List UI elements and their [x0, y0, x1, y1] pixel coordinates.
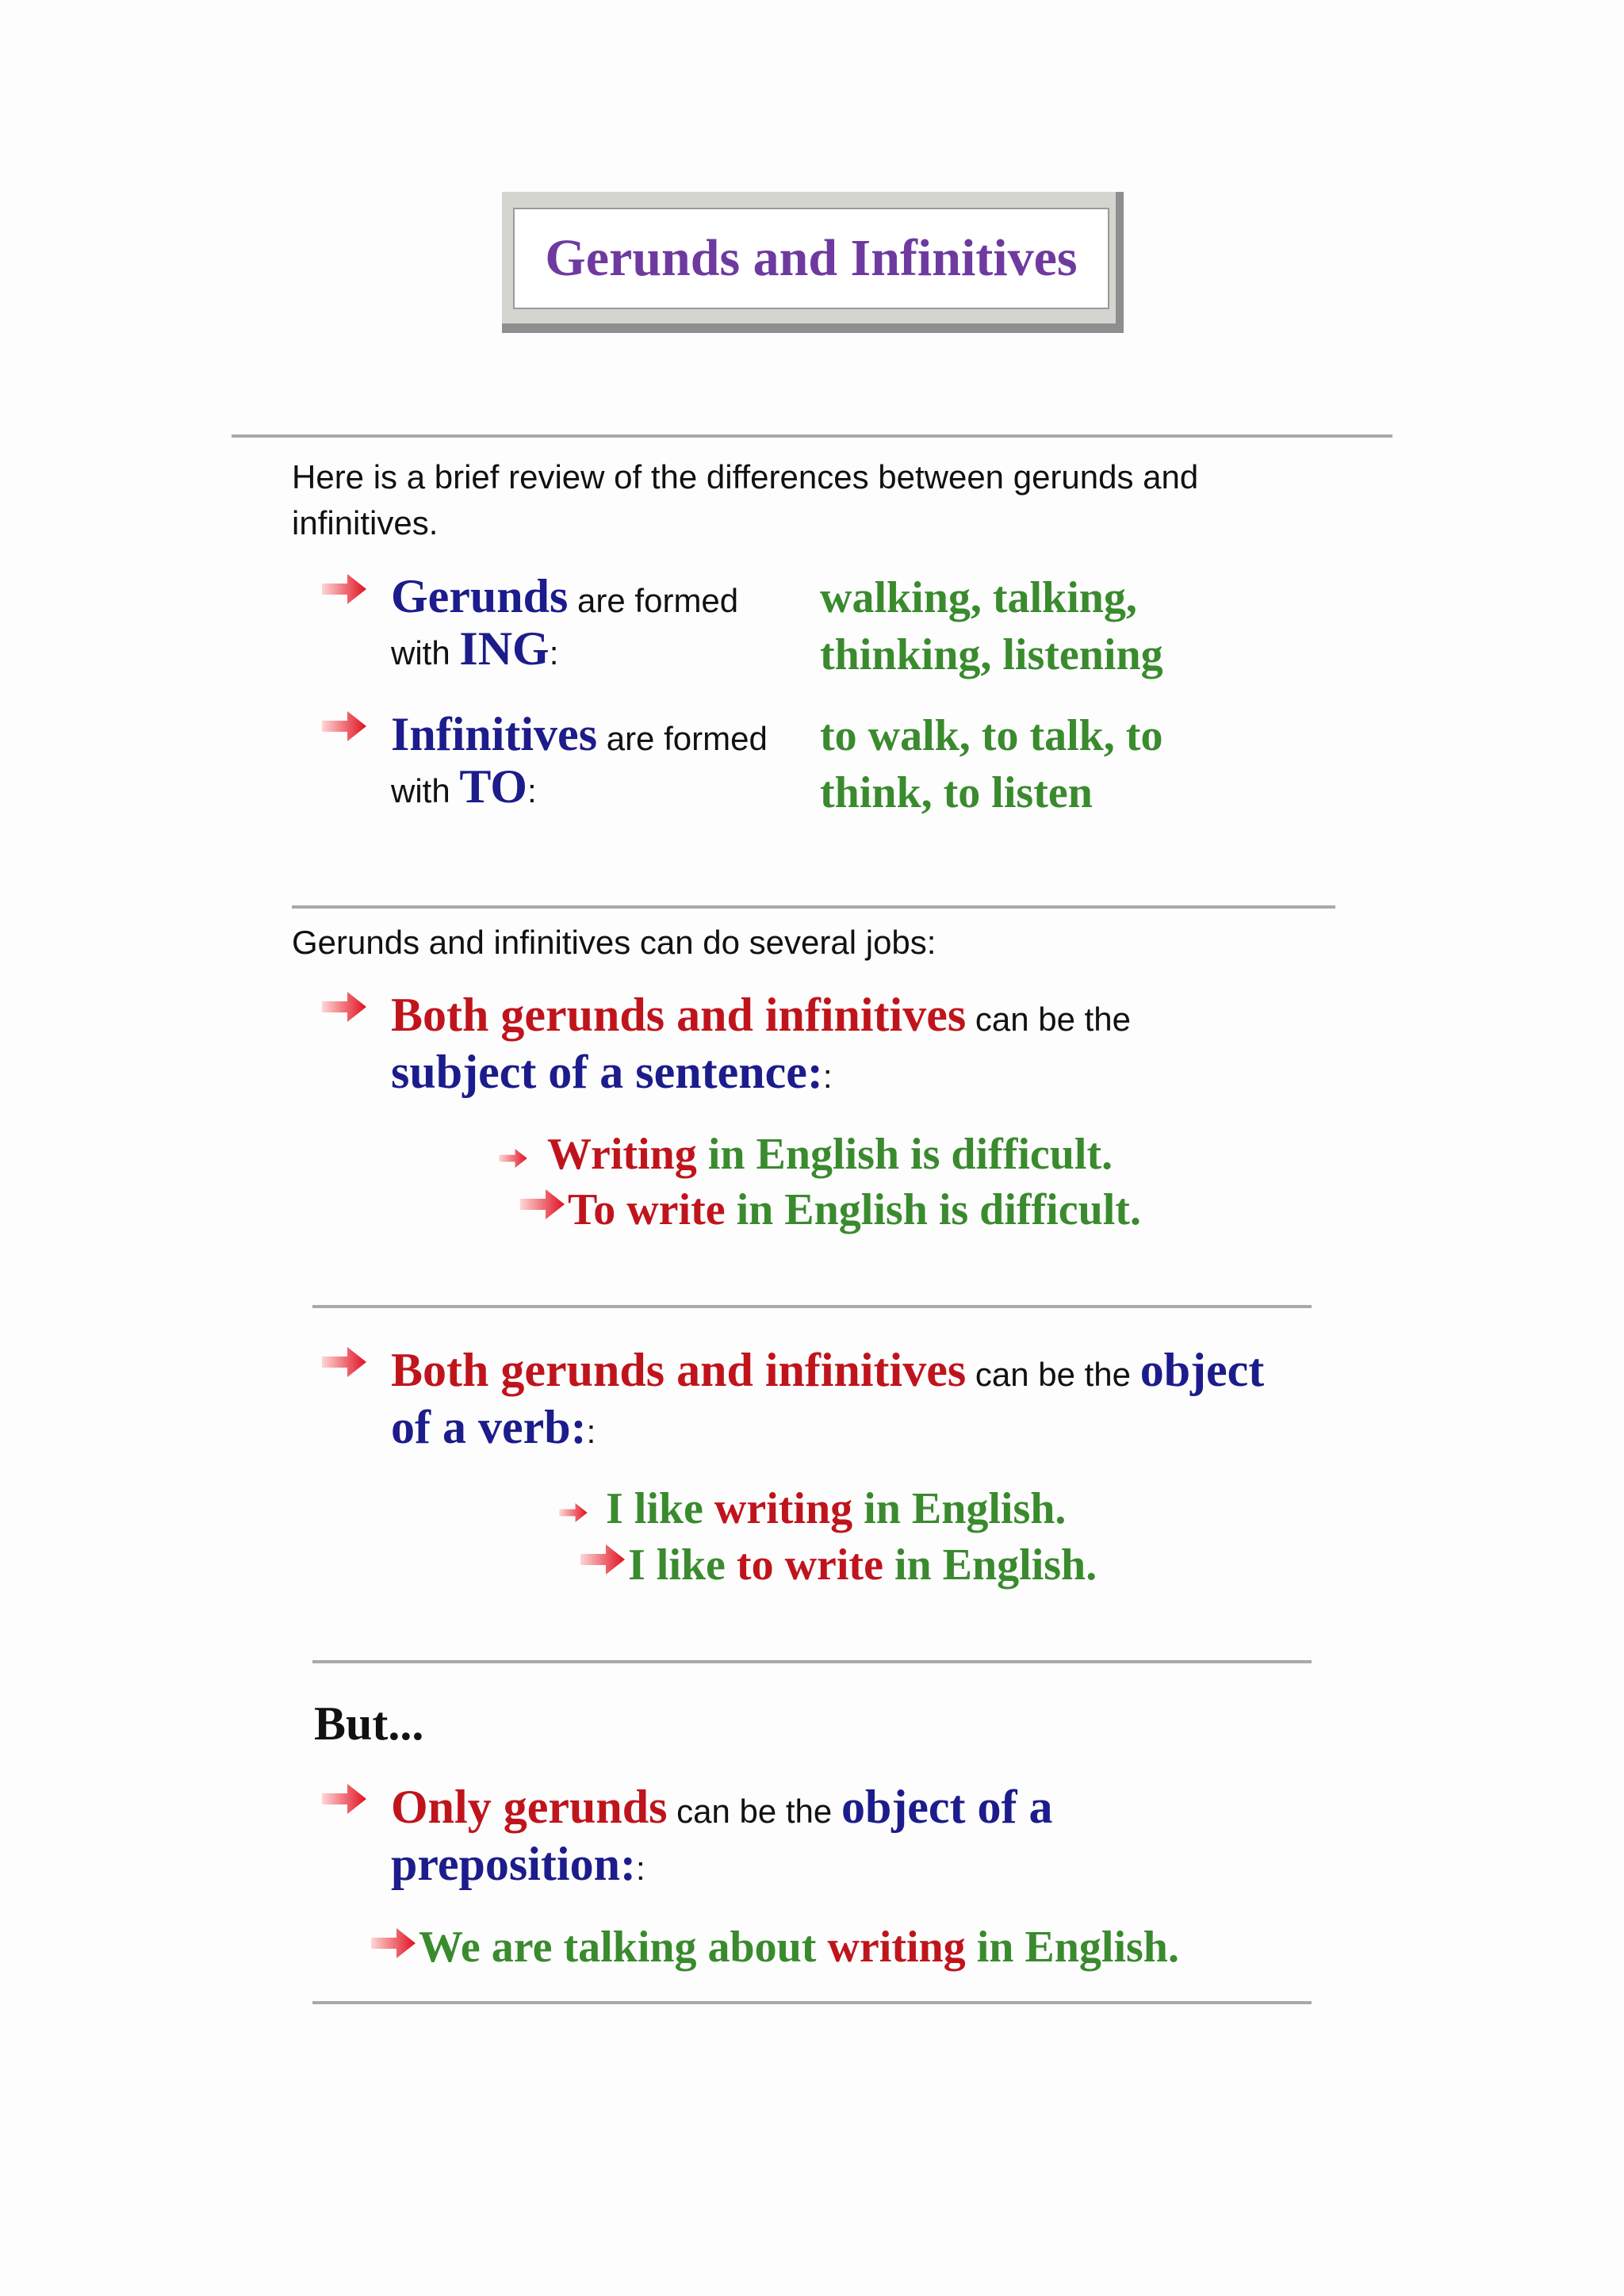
object-mid: can be the: [966, 1356, 1140, 1393]
subject-example-2: [568, 1181, 1141, 1238]
object-colon: :: [586, 1413, 596, 1450]
subject-rule: [391, 986, 1342, 1100]
divider: [292, 905, 1335, 909]
subject-mid: can be the: [966, 1001, 1132, 1038]
red-arrow-icon: [579, 1541, 626, 1578]
but-heading: But...: [314, 1697, 424, 1750]
red-arrow-icon: [320, 571, 368, 607]
divider: [312, 2001, 1312, 2004]
divider: [312, 1660, 1312, 1663]
red-arrow-icon: [498, 1146, 528, 1170]
object-role-2: of a verb:: [391, 1401, 587, 1453]
gerunds-term: Gerunds: [391, 570, 569, 622]
object-example-1-verb: writing: [714, 1484, 853, 1533]
preposition-role-2: preposition:: [391, 1838, 636, 1890]
gerunds-examples-line2: thinking, listening: [820, 630, 1163, 679]
red-arrow-icon: [370, 1925, 417, 1961]
object-example-2-start: I like: [628, 1540, 737, 1590]
preposition-example-verb: writing: [827, 1923, 966, 1972]
divider: [232, 434, 1392, 438]
object-example-1-end: in English.: [852, 1484, 1067, 1533]
infinitives-marker: TO: [459, 760, 527, 813]
subject-role: subject of a sentence:: [391, 1046, 823, 1098]
infinitives-examples: [820, 707, 1296, 821]
preposition-example-start: We are talking about: [419, 1923, 828, 1972]
red-arrow-icon: [320, 708, 368, 744]
object-lead: Both gerunds and infinitives: [391, 1344, 967, 1396]
subject-colon: :: [822, 1058, 833, 1095]
preposition-example: [419, 1919, 1179, 1976]
gerunds-formation: [391, 568, 811, 677]
divider: [312, 1305, 1312, 1308]
page-title: Gerunds and Infinitives: [545, 229, 1078, 287]
title-inner: [513, 208, 1109, 309]
preposition-lead: Only gerunds: [391, 1781, 668, 1833]
infinitives-examples-line2: think, to listen: [820, 768, 1093, 817]
red-arrow-icon: [558, 1501, 588, 1525]
subject-example-1: [547, 1126, 1113, 1183]
preposition-example-end: in English.: [965, 1923, 1179, 1972]
preposition-rule: [391, 1778, 1342, 1892]
subject-example-2-rest: in English is difficult.: [725, 1185, 1141, 1234]
infinitives-term: Infinitives: [391, 708, 598, 760]
gerunds-mid: are formed: [568, 582, 739, 619]
gerunds-marker: ING: [459, 622, 550, 675]
gerunds-examples: [820, 569, 1296, 683]
title-box: [502, 192, 1124, 333]
gerunds-colon: :: [549, 634, 559, 672]
object-example-2-verb: to write: [736, 1540, 883, 1590]
infinitives-examples-line1: to walk, to talk, to: [820, 711, 1163, 760]
subject-example-2-verb: To write: [568, 1185, 726, 1234]
jobs-intro: Gerunds and infinitives can do several jobs:: [292, 924, 936, 961]
infinitives-mid: are formed: [597, 720, 768, 757]
object-example-2: [628, 1536, 1097, 1594]
infinitives-with: with: [391, 772, 460, 809]
subject-example-1-verb: Writing: [547, 1130, 697, 1179]
infinitives-colon: :: [527, 772, 537, 809]
preposition-role-1: object of a: [841, 1781, 1053, 1833]
subject-lead: Both gerunds and infinitives: [391, 989, 967, 1041]
preposition-colon: :: [635, 1850, 645, 1887]
gerunds-examples-line1: walking, talking,: [820, 573, 1137, 622]
red-arrow-icon: [320, 1781, 368, 1817]
infinitives-formation: [391, 706, 819, 815]
red-arrow-icon: [320, 1344, 368, 1380]
object-role-1: object: [1139, 1344, 1265, 1396]
object-rule: [391, 1341, 1342, 1456]
object-example-2-end: in English.: [883, 1540, 1097, 1590]
gerunds-with: with: [391, 634, 460, 672]
intro-text: Here is a brief review of the differences between gerunds and infinitives.: [292, 458, 1199, 541]
red-arrow-icon: [519, 1186, 566, 1223]
red-arrow-icon: [320, 989, 368, 1025]
object-example-1-start: I like: [606, 1484, 714, 1533]
subject-example-1-rest: in English is difficult.: [696, 1130, 1113, 1179]
preposition-mid: can be the: [667, 1793, 841, 1830]
object-example-1: [606, 1480, 1066, 1537]
